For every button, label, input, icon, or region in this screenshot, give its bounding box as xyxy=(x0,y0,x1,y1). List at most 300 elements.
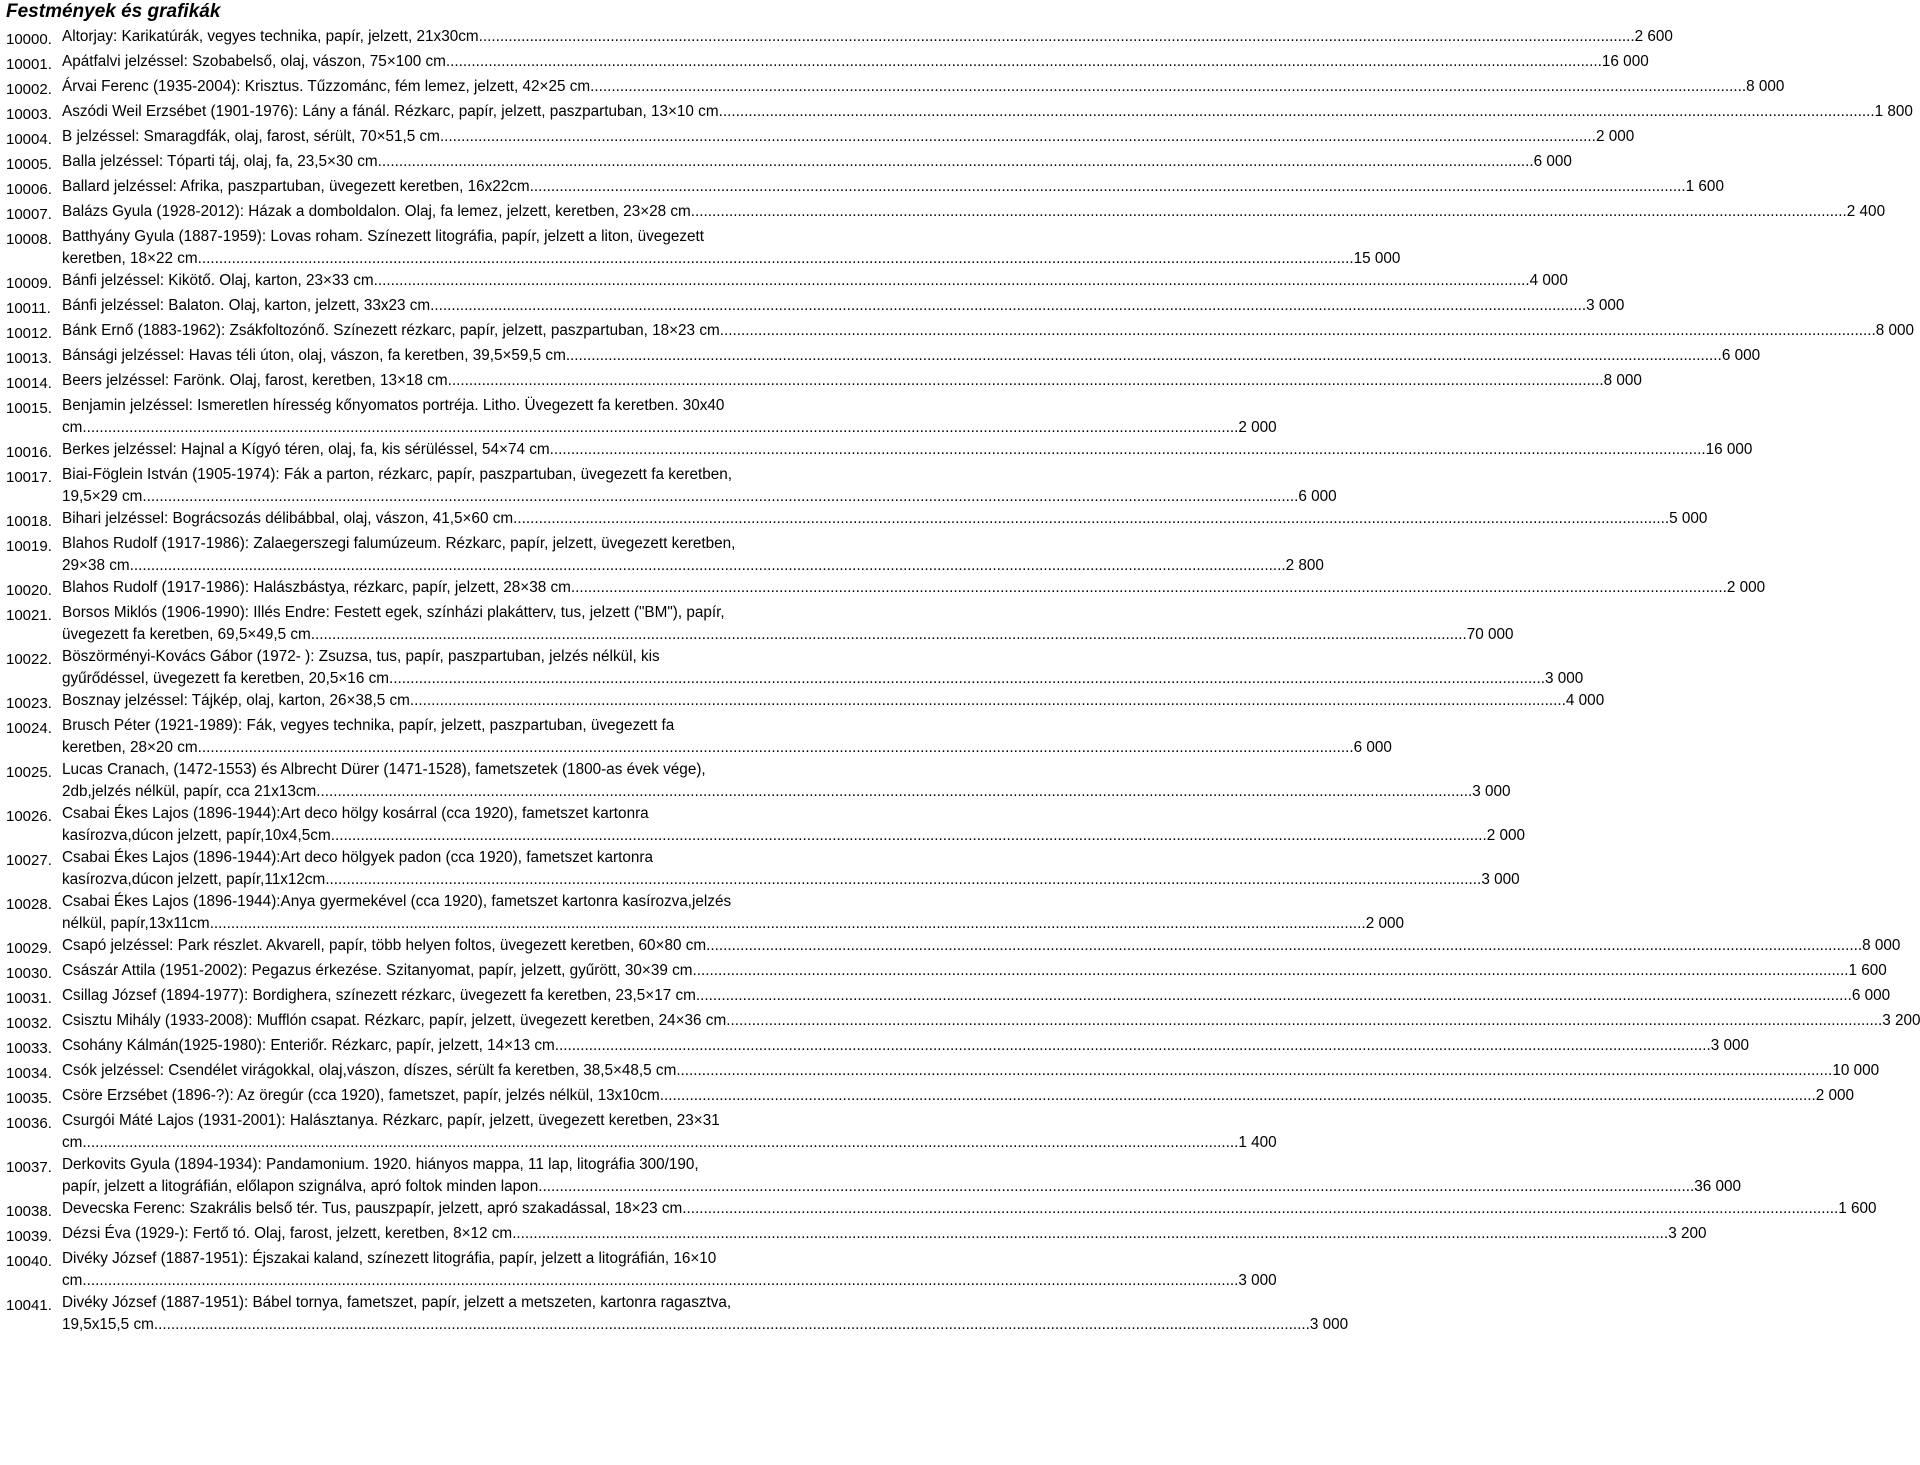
entry-description xyxy=(62,533,1324,577)
entry-text: B jelzéssel: Smaragdfák, olaj, farost, sérült, 70×51,5 cm xyxy=(62,128,440,145)
entry-price: 3 000 xyxy=(1586,297,1625,314)
entry-price: 6 000 xyxy=(1298,488,1337,505)
entry-line xyxy=(62,690,1604,712)
entry-number: 10011. xyxy=(6,300,51,317)
entry-description xyxy=(62,508,1707,530)
entry-line xyxy=(62,464,1337,486)
entry-number: 10020. xyxy=(6,582,52,599)
entry-number: 10014. xyxy=(6,375,52,392)
entry-text: 19,5x15,5 cm xyxy=(62,1316,154,1333)
entry-description xyxy=(62,759,1511,803)
entry-line xyxy=(62,668,1583,690)
catalog-entry xyxy=(6,270,1568,295)
entry-line xyxy=(62,781,1511,803)
catalog-entry xyxy=(6,602,1514,646)
entry-line xyxy=(62,226,1400,248)
entry-text: Bánk Ernő (1883-1962): Zsákfoltozónő. Színezett rézkarc, papír, jelzett, paszpartuban, 18×23 cm xyxy=(62,322,720,339)
entry-line xyxy=(62,1248,1277,1270)
entry-line xyxy=(62,869,1520,891)
entry-description xyxy=(62,1198,1877,1220)
catalog-entry xyxy=(6,439,1753,464)
entry-price: 2 000 xyxy=(1595,128,1635,145)
entry-description xyxy=(62,464,1337,508)
entry-price: 2 000 xyxy=(1815,1087,1854,1104)
entry-text: Batthyány Gyula (1887-1959): Lovas roham. Színezett litográfia, papír, jelzett a liton, üvegezett xyxy=(62,228,704,245)
entry-line xyxy=(62,26,1673,48)
entry-description xyxy=(62,226,1400,270)
entry-text: Biai-Föglein István (1905-1974): Fák a parton, rézkarc, papír, paszpartuban, üvegezett fa keretben, xyxy=(62,466,733,483)
dot-leader xyxy=(331,825,1487,847)
catalog-entry xyxy=(6,1292,1349,1336)
catalog-entry xyxy=(6,1248,1277,1292)
dot-leader xyxy=(198,248,1354,270)
catalog-entry xyxy=(6,891,1404,935)
entry-price: 1 600 xyxy=(1685,178,1724,195)
entry-price: 15 000 xyxy=(1353,250,1401,267)
dot-leader xyxy=(660,1085,1816,1107)
dot-leader xyxy=(446,51,1602,73)
catalog-entry xyxy=(6,370,1642,395)
catalog-entry xyxy=(6,690,1605,715)
entry-line xyxy=(62,960,1887,982)
entry-line xyxy=(62,825,1525,847)
entry-price: 5 000 xyxy=(1669,510,1708,527)
entry-description xyxy=(62,176,1724,198)
entry-text: Aszódi Weil Erzsébet (1901-1976): Lány a fánál. Rézkarc, papír, jelzett, paszpartuban, 13×10 cm xyxy=(62,103,719,120)
entry-line xyxy=(62,1292,1348,1314)
entry-price: 6 000 xyxy=(1851,987,1891,1004)
dot-leader xyxy=(513,508,1669,530)
entry-text: Altorjay: Karikatúrák, vegyes technika, papír, jelzett, 21x30cm xyxy=(62,28,479,45)
entry-number: 10032. xyxy=(6,1015,52,1032)
entry-number: 10007. xyxy=(6,206,52,223)
entry-line xyxy=(62,1223,1706,1245)
entry-line xyxy=(62,1132,1277,1154)
entry-description xyxy=(62,577,1765,599)
catalog-entry xyxy=(6,26,1673,51)
entry-text: Árvai Ferenc (1935-2004): Krisztus. Tűzzománc, fém lemez, jelzett, 42×25 cm xyxy=(62,78,591,95)
catalog-entry xyxy=(6,226,1401,270)
entry-text: 29×38 cm xyxy=(62,557,130,574)
dot-leader xyxy=(550,439,1706,461)
entry-description xyxy=(62,935,1900,957)
entry-description xyxy=(62,151,1572,173)
dot-leader xyxy=(696,985,1852,1007)
entry-price: 2 000 xyxy=(1238,419,1277,436)
entry-price: 1 400 xyxy=(1238,1134,1277,1151)
entry-line xyxy=(62,1270,1277,1292)
entry-text: Császár Attila (1951-2002): Pegazus érkezése. Szitanyomat, papír, jelzett, gyűrött, 30×39 cm xyxy=(62,962,693,979)
entry-text: 19,5×29 cm xyxy=(62,488,143,505)
catalog-entry xyxy=(6,201,1886,226)
catalog-entry xyxy=(6,1010,1920,1035)
entry-text: Bánfi jelzéssel: Balaton. Olaj, karton, jelzett, 33x23 cm xyxy=(62,297,431,314)
dot-leader xyxy=(530,176,1686,198)
entry-line xyxy=(62,602,1514,624)
entry-text: nélkül, papír,13x11cm xyxy=(62,915,210,932)
entry-list xyxy=(6,26,1920,1336)
dot-leader xyxy=(82,1270,1238,1292)
entry-description xyxy=(62,1010,1920,1032)
entry-price: 2 600 xyxy=(1634,28,1673,45)
entry-description xyxy=(62,101,1913,123)
entry-number: 10018. xyxy=(6,513,52,530)
catalog-entry xyxy=(6,126,1635,151)
dot-leader xyxy=(538,1176,1694,1198)
entry-number: 10017. xyxy=(6,469,52,486)
dot-leader xyxy=(590,76,1746,98)
entry-description xyxy=(62,891,1404,935)
entry-number: 10002. xyxy=(6,81,52,98)
entry-number: 10023. xyxy=(6,695,52,712)
catalog-entry xyxy=(6,1223,1707,1248)
entry-line xyxy=(62,847,1520,869)
entry-description xyxy=(62,370,1642,392)
entry-line xyxy=(62,555,1324,577)
catalog-entry xyxy=(6,295,1625,320)
entry-text: Bihari jelzéssel: Bográcsozás délibábbal, olaj, vászon, 41,5×60 cm xyxy=(62,510,514,527)
entry-line xyxy=(62,577,1765,599)
entry-line xyxy=(62,320,1914,342)
entry-description xyxy=(62,270,1568,292)
catalog-entry xyxy=(6,76,1785,101)
entry-price: 6 000 xyxy=(1721,347,1761,364)
entry-number: 10021. xyxy=(6,607,52,624)
dot-leader xyxy=(719,101,1875,123)
entry-number: 10024. xyxy=(6,720,52,737)
entry-line xyxy=(62,891,1404,913)
dot-leader xyxy=(555,1035,1711,1057)
entry-text: Csabai Ékes Lajos (1896-1944):Anya gyermekével (cca 1920), fametszet kartonra kasírozva,jelzés xyxy=(62,893,732,910)
entry-line xyxy=(62,295,1624,317)
entry-text: Dézsi Éva (1929-): Fertő tó. Olaj, farost, jelzett, keretben, 8×12 cm xyxy=(62,1225,513,1242)
dot-leader xyxy=(691,201,1847,223)
entry-text: Csabai Ékes Lajos (1896-1944):Art deco hölgy kosárral (cca 1920), fametszet kartonra xyxy=(62,805,649,822)
dot-leader xyxy=(512,1223,1668,1245)
entry-price: 3 000 xyxy=(1710,1037,1750,1054)
entry-number: 10012. xyxy=(6,325,52,342)
dot-leader xyxy=(571,577,1727,599)
catalog-entry xyxy=(6,985,1891,1010)
entry-line xyxy=(62,417,1277,439)
catalog-entry xyxy=(6,759,1511,803)
catalog-entry xyxy=(6,51,1649,76)
entry-text: Balla jelzéssel: Tóparti táj, olaj, fa, 23,5×30 cm xyxy=(62,153,378,170)
entry-line xyxy=(62,486,1337,508)
entry-description xyxy=(62,1035,1749,1057)
entry-number: 10029. xyxy=(6,940,52,957)
entry-description xyxy=(62,1248,1277,1292)
catalog-entry xyxy=(6,345,1761,370)
entry-number: 10003. xyxy=(6,106,52,123)
entry-number: 10038. xyxy=(6,1203,52,1220)
entry-price: 2 000 xyxy=(1486,827,1525,844)
entry-text: Csisztu Mihály (1933-2008): Mufflón csapat. Rézkarc, papír, jelzett, üvegezett keretben, 24×36 cm xyxy=(62,1012,727,1029)
dot-leader xyxy=(154,1314,1310,1336)
catalog-entry xyxy=(6,101,1913,126)
entry-line xyxy=(62,439,1752,461)
entry-number: 10013. xyxy=(6,350,52,367)
entry-text: Apátfalvi jelzéssel: Szobabelső, olaj, vászon, 75×100 cm xyxy=(62,53,446,70)
entry-price: 3 000 xyxy=(1238,1272,1277,1289)
entry-text: kasírozva,dúcon jelzett, papír,10x4,5cm xyxy=(62,827,331,844)
entry-price: 16 000 xyxy=(1705,441,1753,458)
entry-line xyxy=(62,345,1760,367)
entry-description xyxy=(62,201,1885,223)
entry-number: 10028. xyxy=(6,896,52,913)
entry-text: Csók jelzéssel: Csendélet virágokkal, olaj,vászon, díszes, sérült fa keretben, 38,5×48,5 cm xyxy=(62,1062,677,1079)
entry-line xyxy=(62,803,1525,825)
entry-text: Divéky József (1887-1951): Éjszakai kaland, színezett litográfia, papír, jelzett a litográfián, 16×10 xyxy=(62,1250,717,1267)
entry-line xyxy=(62,913,1404,935)
catalog-entry xyxy=(6,803,1525,847)
dot-leader xyxy=(198,737,1354,759)
entry-text: Berkes jelzéssel: Hajnal a Kígyó téren, olaj, fa, kis sérüléssel, 54×74 cm xyxy=(62,441,550,458)
entry-line xyxy=(62,533,1324,555)
entry-line xyxy=(62,1035,1749,1057)
entry-line xyxy=(62,1176,1741,1198)
entry-text: cm xyxy=(62,419,83,436)
dot-leader xyxy=(316,781,1472,803)
entry-line xyxy=(62,1060,1879,1082)
entry-description xyxy=(62,51,1649,73)
catalog-entry xyxy=(6,1198,1877,1223)
dot-leader xyxy=(479,26,1635,48)
entry-description xyxy=(62,320,1914,342)
entry-description xyxy=(62,439,1752,461)
entry-number: 10026. xyxy=(6,808,52,825)
entry-text: Bosznay jelzéssel: Tájkép, olaj, karton, 26×38,5 cm xyxy=(62,692,410,709)
entry-line xyxy=(62,759,1511,781)
catalog-entry xyxy=(6,533,1324,577)
entry-line xyxy=(62,624,1514,646)
entry-price: 16 000 xyxy=(1601,53,1649,70)
entry-text: Blahos Rudolf (1917-1986): Zalaegerszegi falumúzeum. Rézkarc, papír, jelzett, üvegezett keretben, xyxy=(62,535,736,552)
catalog-entry xyxy=(6,646,1584,690)
entry-description xyxy=(62,1154,1741,1198)
entry-price: 1 600 xyxy=(1848,962,1887,979)
entry-price: 70 000 xyxy=(1466,626,1514,643)
dot-leader xyxy=(430,295,1586,317)
entry-line xyxy=(62,270,1568,292)
dot-leader xyxy=(374,270,1530,292)
dot-leader xyxy=(682,1198,1838,1220)
entry-text: Csapó jelzéssel: Park részlet. Akvarell, papír, több helyen foltos, üvegezett keretben, 60×80 cm xyxy=(62,937,707,954)
entry-number: 10039. xyxy=(6,1228,52,1245)
dot-leader xyxy=(311,624,1467,646)
entry-number: 10009. xyxy=(6,275,52,292)
entry-price: 3 000 xyxy=(1309,1316,1349,1333)
entry-line xyxy=(62,1314,1348,1336)
entry-price: 3 000 xyxy=(1481,871,1520,888)
entry-price: 2 000 xyxy=(1726,579,1766,596)
entry-price: 10 000 xyxy=(1832,1062,1880,1079)
entry-line xyxy=(62,248,1400,270)
dot-leader xyxy=(448,370,1604,392)
dot-leader xyxy=(130,555,1286,577)
entry-text: Derkovits Gyula (1894-1934): Pandamonium. 1920. hiányos mappa, 11 lap, litográfia 300/190, xyxy=(62,1156,699,1173)
entry-price: 2 800 xyxy=(1285,557,1324,574)
entry-description xyxy=(62,295,1624,317)
entry-description xyxy=(62,602,1514,646)
entry-description xyxy=(62,985,1890,1007)
entry-line xyxy=(62,1085,1854,1107)
entry-number: 10041. xyxy=(6,1297,52,1314)
entry-text: cm xyxy=(62,1134,83,1151)
entry-description xyxy=(62,1110,1277,1154)
entry-price: 6 000 xyxy=(1353,739,1392,756)
dot-leader xyxy=(726,1010,1882,1032)
catalog-entry xyxy=(6,1035,1750,1060)
entry-line xyxy=(62,1010,1920,1032)
entry-text: Borsos Miklós (1906-1990): Illés Endre: Festett egek, színházi plakátterv, tus, jelzett ("BM"), papír, xyxy=(62,604,725,621)
entry-number: 10000. xyxy=(6,31,52,48)
page-title: Festmények és grafikák xyxy=(6,1,221,22)
entry-description xyxy=(62,690,1604,712)
entry-text: kasírozva,dúcon jelzett, papír,11x12cm xyxy=(62,871,326,888)
entry-number: 10022. xyxy=(6,651,52,668)
catalog-entry xyxy=(6,935,1901,960)
entry-number: 10019. xyxy=(6,538,52,555)
entry-price: 2 000 xyxy=(1365,915,1404,932)
entry-number: 10006. xyxy=(6,181,52,198)
entry-number: 10005. xyxy=(6,156,52,173)
entry-line xyxy=(62,201,1885,223)
dot-leader xyxy=(410,690,1566,712)
entry-text: Beers jelzéssel: Farönk. Olaj, farost, keretben, 13×18 cm xyxy=(62,372,448,389)
dot-leader xyxy=(142,486,1298,508)
entry-line xyxy=(62,51,1649,73)
entry-line xyxy=(62,715,1392,737)
catalog-entry xyxy=(6,1085,1854,1110)
entry-price: 1 600 xyxy=(1838,1200,1877,1217)
dot-leader xyxy=(378,151,1534,173)
dot-leader xyxy=(325,869,1481,891)
entry-description xyxy=(62,646,1583,690)
catalog-entry xyxy=(6,577,1766,602)
entry-number: 10015. xyxy=(6,400,52,417)
entry-description xyxy=(62,126,1634,148)
entry-number: 10035. xyxy=(6,1090,52,1107)
dot-leader xyxy=(706,935,1862,957)
catalog-entry xyxy=(6,508,1708,533)
entry-text: Divéky József (1887-1951): Bábel tornya, fametszet, papír, jelzett a metszeten, kartonra ragasztva, xyxy=(62,1294,732,1311)
entry-number: 10037. xyxy=(6,1159,52,1176)
entry-line xyxy=(62,176,1724,198)
entry-text: Blahos Rudolf (1917-1986): Halászbástya, rézkarc, papír, jelzett, 28×38 cm xyxy=(62,579,571,596)
entry-price: 8 000 xyxy=(1603,372,1642,389)
entry-line xyxy=(62,737,1392,759)
entry-number: 10027. xyxy=(6,852,52,869)
entry-text: Csillag József (1894-1977): Bordighera, színezett rézkarc, üvegezett fa keretben, 23,5×17 cm xyxy=(62,987,696,1004)
catalog-entry xyxy=(6,847,1520,891)
entry-text: Bánsági jelzéssel: Havas téli úton, olaj, vászon, fa keretben, 39,5×59,5 cm xyxy=(62,347,566,364)
dot-leader xyxy=(676,1060,1832,1082)
dot-leader xyxy=(720,320,1876,342)
entry-line xyxy=(62,508,1707,530)
entry-description xyxy=(62,1060,1879,1082)
catalog-entry xyxy=(6,1060,1880,1085)
entry-line xyxy=(62,76,1784,98)
entry-line xyxy=(62,151,1572,173)
entry-number: 10004. xyxy=(6,131,52,148)
entry-text: Benjamin jelzéssel: Ismeretlen híresség kőnyomatos portréja. Litho. Üvegezett fa keretben. 30x40 xyxy=(62,397,725,414)
entry-price: 4 000 xyxy=(1565,692,1605,709)
entry-line xyxy=(62,370,1642,392)
entry-text: papír, jelzett a litográfián, előlapon szignálva, apró foltok minden lapon xyxy=(62,1178,539,1195)
catalog-entry xyxy=(6,395,1277,439)
dot-leader xyxy=(692,960,1848,982)
catalog-entry xyxy=(6,1110,1277,1154)
catalog-entry xyxy=(6,1154,1742,1198)
entry-number: 10033. xyxy=(6,1040,52,1057)
entry-price: 8 000 xyxy=(1875,322,1914,339)
entry-number: 10036. xyxy=(6,1115,52,1132)
entry-number: 10034. xyxy=(6,1065,52,1082)
dot-leader xyxy=(210,913,1366,935)
entry-description xyxy=(62,345,1760,367)
entry-description xyxy=(62,1223,1706,1245)
entry-text: cm xyxy=(62,1272,83,1289)
catalog-entry xyxy=(6,176,1724,201)
entry-line xyxy=(62,101,1913,123)
entry-line xyxy=(62,395,1277,417)
entry-text: Ballard jelzéssel: Afrika, paszpartuban, üvegezett keretben, 16x22cm xyxy=(62,178,530,195)
entry-price: 3 200 xyxy=(1668,1225,1707,1242)
dot-leader xyxy=(82,1132,1238,1154)
entry-number: 10040. xyxy=(6,1253,52,1270)
entry-text: Csöre Erzsébet (1896-?): Az öregúr (cca 1920), fametszet, papír, jelzés nélkül, 13x10cm xyxy=(62,1087,660,1104)
entry-text: 2db,jelzés nélkül, papír, cca 21x13cm xyxy=(62,783,317,800)
entry-price: 4 000 xyxy=(1529,272,1568,289)
entry-text: Csabai Ékes Lajos (1896-1944):Art deco hölgyek padon (cca 1920), fametszet kartonra xyxy=(62,849,653,866)
dot-leader xyxy=(566,345,1722,367)
entry-price: 3 000 xyxy=(1472,783,1511,800)
entry-text: Csurgói Máté Lajos (1931-2001): Halásztanya. Rézkarc, papír, jelzett, üvegezett keretben, 23×31 xyxy=(62,1112,720,1129)
entry-price: 2 400 xyxy=(1846,203,1886,220)
entry-number: 10008. xyxy=(6,231,52,248)
entry-description xyxy=(62,1292,1348,1336)
dot-leader xyxy=(389,668,1545,690)
entry-text: Lucas Cranach, (1472-1553) és Albrecht Dürer (1471-1528), fametszetek (1800-as évek vége), xyxy=(62,761,706,778)
entry-line xyxy=(62,646,1583,668)
entry-number: 10030. xyxy=(6,965,52,982)
entry-line xyxy=(62,1154,1741,1176)
entry-description xyxy=(62,847,1520,891)
entry-number: 10016. xyxy=(6,444,52,461)
entry-description xyxy=(62,395,1277,439)
entry-text: Bánfi jelzéssel: Kikötő. Olaj, karton, 23×33 cm xyxy=(62,272,374,289)
catalog-entry xyxy=(6,960,1887,985)
entry-line xyxy=(62,1198,1877,1220)
entry-line xyxy=(62,985,1890,1007)
entry-description xyxy=(62,76,1784,98)
entry-price: 1 800 xyxy=(1874,103,1913,120)
entry-text: Csohány Kálmán(1925-1980): Enteriőr. Rézkarc, papír, jelzett, 14×13 cm xyxy=(62,1037,555,1054)
entry-description xyxy=(62,803,1525,847)
entry-text: üvegezett fa keretben, 69,5×49,5 cm xyxy=(62,626,311,643)
entry-description xyxy=(62,960,1887,982)
catalog-entry xyxy=(6,320,1914,345)
entry-text: Devecska Ferenc: Szakrális belső tér. Tus, pauszpapír, jelzett, apró szakadással, 18×23 cm xyxy=(62,1200,683,1217)
entry-text: gyűrődéssel, üvegezett fa keretben, 20,5×16 cm xyxy=(62,670,389,687)
entry-text: keretben, 28×20 cm xyxy=(62,739,198,756)
entry-description xyxy=(62,26,1673,48)
entry-line xyxy=(62,1110,1277,1132)
entry-line xyxy=(62,935,1900,957)
entry-price: 3 200 xyxy=(1882,1012,1920,1029)
entry-line xyxy=(62,126,1634,148)
